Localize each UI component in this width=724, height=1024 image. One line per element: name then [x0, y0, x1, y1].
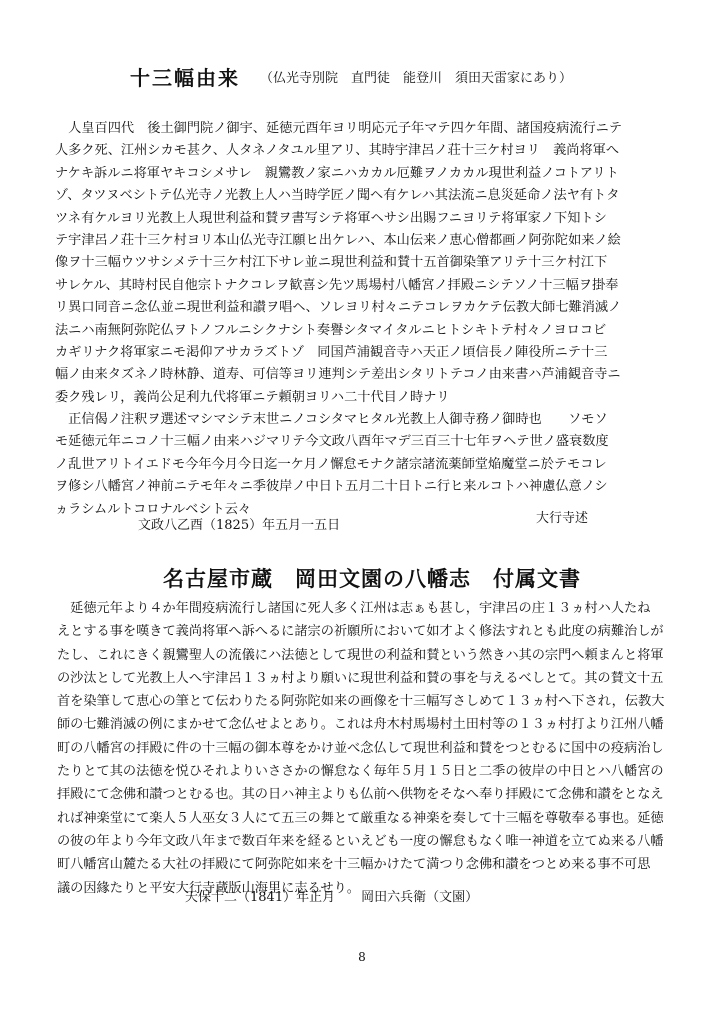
body-line: ナケキ訴ルニ将軍ヤキコシメサレ 親鸞教ノ家ニハカカル厄難ヲノカカル現世利益ノコトアリト [55, 165, 619, 181]
body-line: テ宇津呂ノ荘十三ケ村ヨリ本山仏光寺江願ヒ出ケレハ、本山伝来ノ恵心僧都画ノ阿弥陀如来ノ絵 [55, 232, 621, 248]
body-line: 人皇百四代 後土御門院ノ御宇、延徳元酉年ヨリ明応元子年マテ四ケ年間、諸国疫病流行ニテ [55, 121, 623, 136]
body-line: たし、これにきく親鸞聖人の流儀にハ法徳として現世の利益和賛という然きハ其の宗門へ頼まんと将軍 [57, 647, 664, 663]
body-line: 像ヲ十三幅ウツサシメテ十三ケ村江下サレ並ニ現世利益和賛十五首御染筆アリテ十三ケ村江下 [55, 255, 608, 271]
body-line: 拝殿にて念佛和讃つとむる也。其の日ハ神主よりも仏前へ供物をそなへ奉り拝殿にて念佛和讃をとなえ [57, 787, 664, 803]
body-line: 延徳元年より４か年間疫病流行し諸国に死人多く江州は志ぁも甚し，宇津呂の庄１３ヵ村ハ人たね [57, 601, 651, 616]
body-line: 町の八幡宮の拝殿に件の十三幅の御本尊をかけ並べ念仏して現世利益和賛をつとむるに国中の疫病治し [57, 740, 664, 756]
body-line: 法ニハ南無阿弥陀仏ヲトノフルニシクナシト奏譽シタマイタルニヒトシキトテ村々ノヨロコビ [55, 322, 607, 338]
section2-body [57, 597, 675, 900]
body-line: 首を染筆して恵心の筆とて伝わりたる阿弥陀如来の画像を十三幅写さしめて１３ヵ村へ下され，伝教大 [57, 694, 665, 710]
body-line: ヵラシムルトコロナルベシト云々 [55, 501, 252, 517]
section2-title: 名古屋市蔵 岡田文園の八幡志 付属文書 [163, 566, 581, 591]
body-line: の彼の年より今年文政八年まで数百年来を経るといえども一度の懈怠もなく唯一神道を立てぬ来る八幡 [57, 833, 664, 849]
body-line: 幅ノ由来タズネノ時林静、道寿、可信等ヨリ連判シテ差出シタリトテコノ由来書ハ芦浦観音寺ニ [55, 367, 621, 383]
page-number: 8 [358, 950, 366, 964]
body-line: 師の七難消滅の例にまかせて念仏せよとあり。これは舟木村馬場村土田村等の１３ヵ村打より江州八幡 [57, 717, 664, 733]
body-line: ノ乱世アリトイエドモ今年今月今日迄一ケ月ノ懈怠モナク諸宗諸流薬師堂焔魔堂ニ於テモコレ [55, 456, 607, 472]
section1-title: 十三幅由来 [130, 66, 240, 90]
body-line: ヲ修シ八幡宮ノ神前ニテモ年々ニ季彼岸ノ中日ト五月二十日トニ行ヒ来ルコトハ神慮仏意ノシ [55, 479, 608, 495]
body-line: サレケル、其時村民自他宗トナクコレヲ歓喜シ先ツ馬場村八幡宮ノ拝殿ニシテソノ十三幅ヲ掛奉 [55, 277, 619, 293]
body-line: 正信偈ノ注釈ヲ選述マシマシテ末世ニノコシタマヒタル光教上人御寺務ノ御時也 ソモソ [55, 412, 608, 428]
section1-subtitle: （仏光寺別院 直門徒 能登川 須田天雷家にあり） [260, 71, 573, 86]
body-line: えとする事を嘆きて義尚将軍へ訴へるに諸宗の祈願所において如才よく修法すれとも此度の病難治しが [57, 624, 664, 640]
body-line: れば神楽堂にて楽人５人巫女３人にて五三の舞とて厳重なる神楽を奏して十三幅を尊敬奉る事也。延徳 [57, 810, 664, 826]
section2-footer: 天保十二（1841）年正月 岡田六兵衛（文園） [185, 890, 479, 905]
body-line: 議の因緣たりと平安大行寺蔵版山海里に志るせり。 [57, 880, 360, 896]
body-line: 人多ク死、江州シカモ甚ク、人タネノタユル里アリ、其時宇津呂ノ荘十三ケ村ヨリ 義尚将軍へ [55, 143, 620, 159]
body-line: の沙汰として光教上人へ宇津呂１３ヵ村より願いに現世利益和賛の事を与えるべしとて。其の賛文十五 [57, 670, 664, 686]
body-line: 委ク残レリ，義尚公足利九代将軍ニテ頼朝ヨリハ二十代目ノ時ナリ [55, 389, 450, 405]
body-line: モ延徳元年ニコノ十三幅ノ由来ハジマリテ今文政八酉年マデ三百三十七年ヲヘテ世ノ盛衰数度 [55, 434, 609, 450]
body-line: ゾ、タツヌベシトテ仏光寺ノ光教上人ハ当時学匠ノ聞ヘ有ケレハ其法流ニ息災延命ノ法ヤ有トタ [55, 188, 620, 204]
section1-signature: 大行寺述 [536, 510, 589, 526]
section1-date: 文政八乙酉（1825）年五月一五日 [138, 518, 341, 533]
body-line: カギリナク将軍家ニモ渇仰アサカラズトゾ 同国芦浦観音寺ハ天正ノ頃信長ノ陣役所ニテ十三 [55, 344, 608, 360]
body-line: 町八幡宮山麓たる大社の拝殿にて阿弥陀如来を十三幅かけたて満つり念佛和讃をつとめ来る事不可思 [57, 857, 651, 873]
body-line: リ異口同音ニ念仏並ニ現世利益和讃ヲ唱ヘ、ソレヨリ村々ニテコレヲカケテ伝教大師七難消滅ノ [55, 300, 622, 316]
body-line: ツネ有ケルヨリ光教上人現世利益和賛ヲ書写シテ将軍ヘサシ出賜フニヨリテ将軍家ノ下知トシ [55, 210, 607, 226]
body-line: たりとて其の法徳を悦ひそれよりいささかの懈怠なく毎年５月１５日と二季の彼岸の中日とハ八幡宮の [57, 764, 664, 780]
